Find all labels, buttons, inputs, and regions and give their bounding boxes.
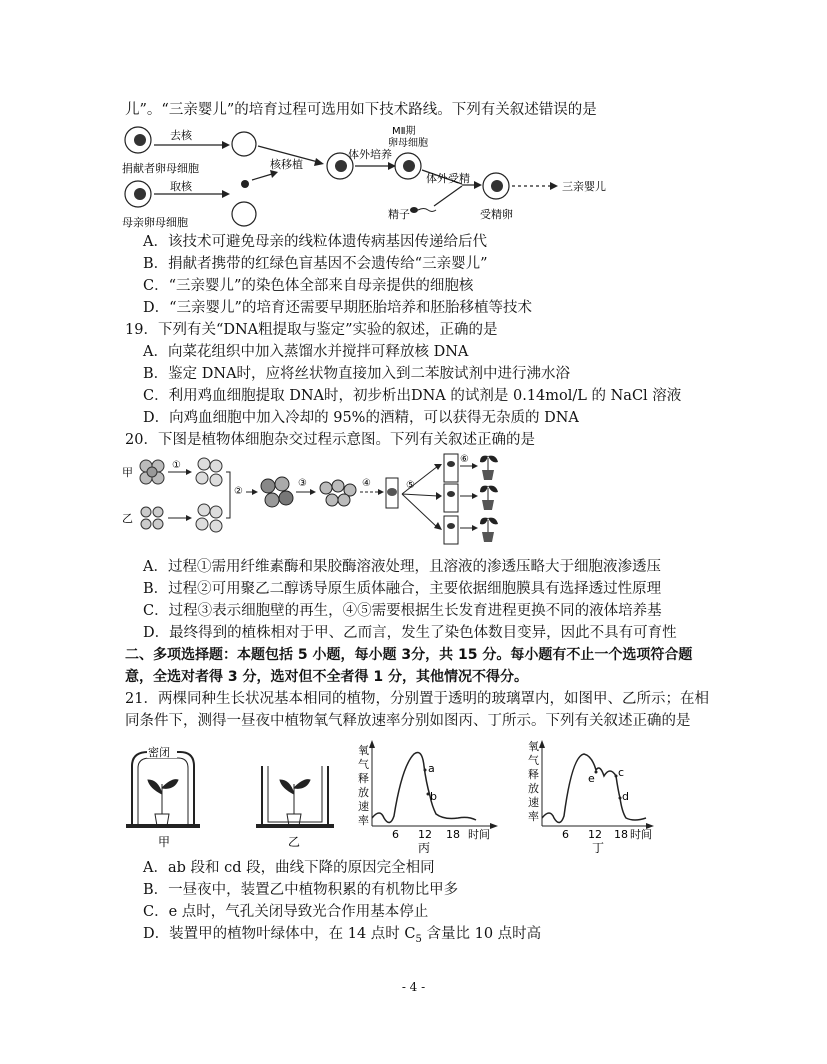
q21-option-d-pre: D．装置甲的植物叶绿体中，在 14 点时 C	[143, 926, 416, 942]
q19-option-a: A．向菜花组织中加入蒸馏水并搅拌可释放核 DNA	[143, 344, 469, 360]
sealed-label: 密闭	[148, 746, 170, 759]
sperm-label: 精子	[388, 208, 410, 221]
question-18-stem-tail: 儿”。“三亲婴儿”的培育过程可选用如下技术路线。下列有关叙述错误的是	[125, 102, 597, 118]
step2-label: ②	[234, 486, 243, 497]
in-vitro-culture-label: 体外培养	[348, 148, 392, 161]
ding-ylabel-2: 释	[528, 768, 539, 781]
cell-cluster-jia	[140, 460, 164, 484]
q19-option-c: C．利用鸡血细胞提取 DNA时，初步析出DNA 的试剂是 0.14mol/L 的 NaCl 溶液	[143, 388, 682, 404]
q21-stem-line2: 同条件下，测得一昼夜中植物氧气释放速率分别如图丙、丁所示。下列有关叙述正确的是	[125, 713, 691, 729]
page-number: - 4 -	[401, 980, 426, 994]
zygote-cell	[483, 173, 509, 199]
take-nucleus-label: 取核	[170, 180, 192, 193]
q19-option-d: D．向鸡血细胞中加入冷却的 95%的酒精，可以获得无杂质的 DNA	[143, 410, 579, 426]
ding-ylabel-1: 气	[528, 754, 539, 767]
bing-tick-18: 18	[446, 828, 460, 841]
q21-option-a: A．ab 段和 cd 段，曲线下降的原因完全相同	[143, 860, 435, 876]
q21-option-d	[143, 924, 541, 950]
fused-protoplasts	[261, 477, 293, 507]
jia-caption: 甲	[158, 835, 171, 849]
enucleated-egg	[232, 132, 256, 156]
donor-egg-cell	[125, 127, 151, 153]
oocyte-label: 卵母细胞	[388, 138, 428, 149]
q21-option-c: C．e 点时，气孔关闭导致光合作用基本停止	[143, 904, 429, 920]
hybrid-cells	[320, 480, 356, 506]
photosynthesis-figure	[122, 736, 682, 854]
step6-label: ⑥	[460, 454, 469, 465]
q18-option-b: B．捐献者携带的红绿色盲基因不会遗传给“三亲婴儿”	[143, 256, 488, 272]
bing-ylabel-2: 释	[358, 772, 369, 785]
donor-egg-label: 捐献者卵母细胞	[122, 162, 199, 175]
step3-label: ③	[298, 478, 307, 489]
q19-option-b: B．鉴定 DNA时，应将丝状物直接加入到二苯胺试剂中进行沸水浴	[143, 366, 571, 382]
protoplasts-yi	[196, 504, 222, 532]
mother-nucleus	[241, 180, 249, 188]
ding-ylabel-4: 速	[528, 796, 539, 809]
mii-oocyte	[395, 153, 421, 179]
bing-ylabel-5: 率	[358, 814, 369, 827]
graph-ding	[539, 740, 654, 829]
ding-tick-18: 18	[614, 828, 628, 841]
bing-tick-6: 6	[392, 828, 399, 841]
q20-option-b: B．过程②可用聚乙二醇诱导原生质体融合，主要依据细胞膜具有选择透过性原理	[143, 581, 662, 597]
plantlet-1	[480, 456, 498, 480]
graph-bing	[369, 740, 498, 829]
plantlet-2	[480, 486, 498, 510]
point-c-label: c	[618, 766, 625, 779]
ding-tick-12: 12	[588, 828, 602, 841]
remove-nucleus-label: 去核	[170, 129, 192, 142]
q21-option-d-sub: 5	[415, 933, 422, 945]
section2-heading-line2: 意，全选对者得 3 分，选对但不全者得 1 分，其他情况不得分。	[125, 669, 528, 685]
section2-heading-line1: 二、多项选择题：本题包括 5 小题，每小题 3分，共 15 分。每小题有不止一个选项符合题	[125, 647, 693, 663]
q18-option-a: A．该技术可避免母亲的线粒体遗传病基因传递给后代	[143, 234, 487, 250]
q20-stem: 20．下图是植物体细胞杂交过程示意图。下列有关叙述正确的是	[125, 432, 535, 448]
ding-xlabel: 时间	[630, 828, 652, 841]
bing-ylabel-3: 放	[358, 786, 369, 799]
step1-label: ①	[172, 460, 181, 471]
point-e-label: e	[588, 772, 595, 785]
bing-tick-12: 12	[418, 828, 432, 841]
callus-tube	[386, 478, 398, 508]
q18-option-c: C．“三亲婴儿”的染色体全部来自母亲提供的细胞核	[143, 278, 474, 294]
ivf-label: 体外受精	[426, 172, 470, 185]
ding-ylabel-5: 率	[528, 810, 539, 823]
nuclear-transfer-label: 核移植	[270, 158, 303, 171]
ding-ylabel-0: 氧	[528, 740, 539, 753]
ding-tick-6: 6	[562, 828, 569, 841]
q19-stem: 19．下列有关“DNA粗提取与鉴定”实验的叙述，正确的是	[125, 322, 498, 338]
protoplasts-jia	[196, 458, 222, 486]
somatic-hybridization-diagram	[122, 452, 522, 546]
plantlet-3	[480, 518, 498, 542]
point-a-label: a	[428, 762, 435, 775]
culture-tube-3	[444, 516, 458, 544]
bing-ylabel-4: 速	[358, 800, 369, 813]
bing-xlabel: 时间	[468, 828, 490, 841]
bing-ylabel-1: 气	[358, 758, 369, 771]
q20-option-a: A．过程①需用纤维素酶和果胶酶溶液处理，且溶液的渗透压略大于细胞液渗透压	[143, 559, 661, 575]
three-parent-baby-label: 三亲婴儿	[562, 180, 606, 193]
point-d-label: d	[622, 790, 629, 803]
yi-caption: 乙	[288, 835, 301, 849]
zygote-label: 受精卵	[480, 208, 513, 221]
ding-caption: 丁	[592, 841, 605, 854]
jia-label: 甲	[122, 466, 133, 479]
culture-tube-2	[444, 484, 458, 512]
three-parent-baby-diagram	[122, 122, 702, 232]
bing-caption: 丙	[418, 841, 431, 854]
q18-option-d: D．“三亲婴儿”的培育还需要早期胚胎培养和胚胎移植等技术	[143, 300, 532, 316]
q21-option-d-post: 含量比 10 点时高	[421, 926, 542, 942]
step5-label: ⑤	[406, 480, 415, 491]
mother-egg-cell	[125, 181, 151, 207]
q20-option-c: C．过程③表示细胞壁的再生，④⑤需要根据生长发育进程更换不同的液体培养基	[143, 603, 662, 619]
culture-tube-1	[444, 454, 458, 482]
cell-cluster-yi	[141, 507, 163, 529]
sperm-icon	[410, 207, 436, 213]
bing-ylabel-0: 氧	[358, 744, 369, 757]
q21-stem-line1: 21．两棵同种生长状况基本相同的植物，分别置于透明的玻璃罩内，如图甲、乙所示；在相	[125, 691, 709, 707]
point-b-label: b	[430, 790, 437, 803]
open-jar	[256, 766, 334, 828]
mother-remnant-cell	[232, 202, 256, 226]
ding-ylabel-3: 放	[528, 782, 539, 795]
mother-egg-label: 母亲卵母细胞	[122, 216, 188, 229]
step4-label: ④	[362, 478, 371, 489]
mii-label: MⅡ期	[392, 126, 416, 137]
q21-option-b: B．一昼夜中，装置乙中植物积累的有机物比甲多	[143, 882, 459, 898]
q20-option-d: D．最终得到的植株相对于甲、乙而言，发生了染色体数目变异，因此不具有可育性	[143, 625, 677, 641]
yi-label: 乙	[122, 512, 133, 525]
